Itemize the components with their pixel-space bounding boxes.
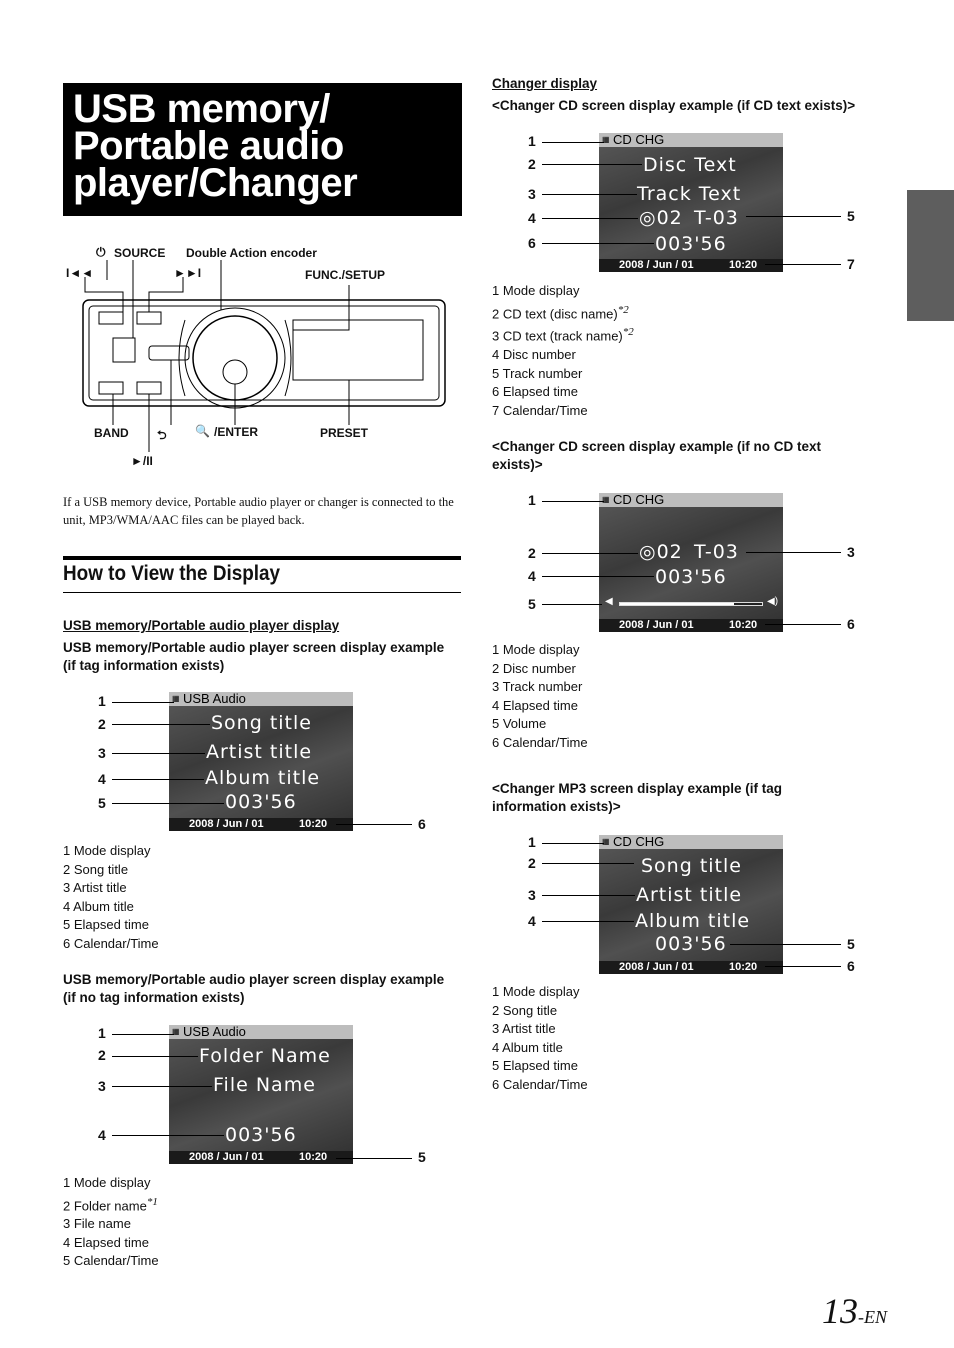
date: 2008 / Jun / 01: [189, 818, 264, 830]
leader-line: [112, 702, 174, 703]
leader-line: [765, 624, 841, 625]
list-item: 6 Calendar/Time: [492, 1076, 588, 1092]
callout: 6: [847, 958, 855, 974]
calendar-time: [599, 961, 783, 974]
leader-line: [112, 1034, 174, 1035]
callout: 4: [528, 568, 536, 584]
list-item: 2 Disc number: [492, 660, 576, 676]
next-icon: ►►I: [174, 266, 202, 280]
footnote-mark: *2: [622, 326, 634, 339]
device-diagram: [63, 240, 463, 475]
leader-line: [542, 218, 638, 219]
list-item-text: 2 Folder name: [63, 1197, 147, 1213]
func-setup-label: FUNC./SETUP: [305, 268, 386, 282]
search-icon: 🔍: [195, 424, 210, 438]
elapsed-time: 003'56: [655, 233, 727, 255]
track-text: Track Text: [637, 183, 742, 205]
section-rule: [63, 556, 461, 560]
page-suffix: -EN: [858, 1307, 887, 1327]
disc-number-value: 02: [656, 541, 683, 563]
list-item: [492, 323, 634, 346]
page-number: [822, 1290, 887, 1332]
leader-line: [542, 501, 604, 502]
leader-line: [336, 824, 412, 825]
callout: 1: [528, 834, 536, 850]
list-item: 2 Song title: [63, 861, 129, 877]
callout: 1: [528, 492, 536, 508]
list-item: 4 Elapsed time: [63, 1234, 149, 1250]
callout: 2: [528, 545, 536, 561]
callout: 4: [528, 210, 536, 226]
leader-line: [746, 216, 841, 217]
artist-title: Artist title: [636, 884, 743, 906]
list-item: 4 Album title: [492, 1039, 563, 1055]
mode-display: ▦ CD CHG: [599, 835, 783, 849]
file-name: File Name: [213, 1074, 316, 1096]
mode-display: ▦ USB Audio: [169, 692, 353, 706]
usb-heading: USB memory/Portable audio player display: [63, 618, 340, 633]
calendar-time: [599, 619, 783, 632]
list-item: [63, 1193, 159, 1216]
callout: 4: [98, 771, 106, 787]
list-item-text: 2 CD text (disc name): [492, 305, 618, 321]
leader-line: [112, 803, 224, 804]
callout: 4: [528, 913, 536, 929]
list-item: 1 Mode display: [492, 283, 580, 298]
changer-ex2-list: [492, 641, 588, 752]
list-item: 1 Mode display: [63, 1175, 151, 1190]
list-item: 6 Calendar/Time: [492, 734, 588, 750]
callout: 1: [98, 1025, 106, 1041]
leader-line: [112, 1056, 198, 1057]
leader-line: [112, 1086, 212, 1087]
leader-line: [542, 604, 602, 605]
list-item: 6 Calendar/Time: [63, 935, 159, 951]
folder-name: Folder Name: [199, 1045, 331, 1067]
usb-ex1-heading: USB memory/Portable audio player screen display example (if tag information exists): [63, 640, 445, 673]
list-item: 4 Elapsed time: [492, 697, 578, 713]
list-item: 6 Elapsed time: [492, 384, 578, 400]
calendar-time: [169, 818, 353, 831]
leader-line: [112, 1135, 224, 1136]
title-box: [63, 83, 462, 216]
footnote-mark: *1: [146, 1195, 158, 1208]
leader-line: [542, 142, 604, 143]
usb-ex2-heading: USB memory/Portable audio player screen display example (if no tag information exists): [63, 972, 445, 1005]
usb-ex2-list: [63, 1174, 159, 1271]
date: 2008 / Jun / 01: [189, 1151, 264, 1163]
album-title: Album title: [635, 910, 751, 932]
changer-screen-3: [599, 835, 783, 974]
leader-line: [336, 1158, 412, 1159]
changer-screen-2: [599, 493, 783, 632]
track-number: T-03: [694, 541, 739, 563]
list-item: 3 Artist title: [492, 1021, 556, 1036]
callout: 5: [847, 208, 855, 224]
leader-line: [542, 576, 654, 577]
callout: 3: [98, 1078, 106, 1094]
disc-number: ◎02: [639, 541, 683, 563]
changer-ex3-heading: <Changer MP3 screen display example (if tag information exists)>: [492, 781, 782, 814]
list-item: 1 Mode display: [63, 843, 151, 858]
calendar-time: [169, 1151, 353, 1164]
power-icon: ⏻: [96, 245, 106, 259]
leader-line: [765, 966, 841, 967]
page-number-value: 13: [822, 1291, 858, 1331]
mode-display: ▦ CD CHG: [599, 493, 783, 507]
changer-ex3-list: [492, 983, 588, 1094]
volume-bar: [605, 596, 779, 608]
intro-text: If a USB memory device, Portable audio player or changer is connected to the unit, MP3/WMA/AAC files can be played back.: [63, 495, 454, 527]
callout: 3: [847, 544, 855, 560]
date: 2008 / Jun / 01: [619, 961, 694, 973]
changer-ex1-heading: <Changer CD screen display example (if CD text exists)>: [492, 98, 856, 113]
time: 10:20: [299, 1151, 328, 1163]
leader-line: [542, 164, 642, 165]
callout: 5: [528, 596, 536, 612]
song-title: Song title: [211, 712, 312, 734]
song-title: Song title: [641, 855, 742, 877]
time: 10:20: [729, 961, 758, 973]
list-item: 4 Disc number: [492, 347, 576, 363]
elapsed-time: 003'56: [225, 1124, 297, 1146]
list-item: 5 Calendar/Time: [63, 1253, 159, 1269]
list-item: 5 Volume: [492, 716, 547, 731]
volume-track: [619, 602, 763, 606]
leader-line: [542, 194, 637, 195]
footnote-mark: *2: [617, 303, 629, 316]
callout: 6: [847, 616, 855, 632]
callout: 1: [528, 133, 536, 149]
callout: 3: [528, 186, 536, 202]
speaker-high-icon: ◀): [767, 596, 779, 607]
leader-line: [542, 863, 634, 864]
list-item: 5 Elapsed time: [63, 917, 149, 932]
track-number: T-03: [694, 207, 739, 229]
return-icon: ⮌: [157, 428, 167, 442]
leader-line: [542, 895, 635, 896]
date: 2008 / Jun / 01: [619, 619, 694, 631]
leader-line: [542, 843, 604, 844]
time: 10:20: [729, 619, 758, 631]
changer-heading: Changer display: [492, 76, 598, 91]
list-item: 3 Artist title: [63, 880, 127, 895]
callout: 3: [528, 887, 536, 903]
disc-number-value: 02: [656, 207, 683, 229]
list-item: 1 Mode display: [492, 642, 580, 657]
elapsed-time: 003'56: [655, 933, 727, 955]
list-item: 7 Calendar/Time: [492, 402, 588, 418]
leader-line: [746, 552, 841, 553]
mode-display: ▦ CD CHG: [599, 133, 783, 147]
usb-screen-2: [169, 1025, 353, 1164]
prev-icon: I◄◄: [66, 266, 94, 280]
leader-line: [542, 243, 654, 244]
elapsed-time: 003'56: [655, 566, 727, 588]
section-rule: [63, 592, 461, 593]
elapsed-time: 003'56: [225, 791, 297, 813]
artist-title: Artist title: [206, 741, 313, 763]
callout: 7: [847, 256, 855, 272]
usb-ex1-list: [63, 842, 159, 953]
mode-display: ▦ USB Audio: [169, 1025, 353, 1039]
date: 2008 / Jun / 01: [619, 259, 694, 271]
callout: 3: [98, 745, 106, 761]
usb-screen-1: [169, 692, 353, 831]
list-item: 2 Song title: [492, 1002, 558, 1018]
list-item: 1 Mode display: [492, 984, 580, 999]
callout: 2: [528, 855, 536, 871]
leader-line: [112, 779, 204, 780]
changer-ex2-heading: <Changer CD screen display example (if no CD text exists)>: [492, 439, 821, 472]
page-title: USB memory/ Portable audio player/Changer: [73, 87, 358, 205]
encoder-label: Double Action encoder: [186, 246, 317, 260]
calendar-time: [599, 259, 783, 272]
changer-screen-1: [599, 133, 783, 272]
leader-line: [765, 264, 841, 265]
speaker-low-icon: ◀: [605, 596, 613, 607]
callout: 2: [98, 1047, 106, 1063]
band-label: BAND: [94, 426, 129, 440]
disc-text: Disc Text: [643, 154, 737, 176]
callout: 5: [418, 1149, 426, 1165]
play-pause-label: ►/II: [131, 454, 153, 468]
preset-label: PRESET: [320, 426, 369, 440]
list-item: 5 Track number: [492, 365, 583, 381]
leader-line: [112, 753, 205, 754]
section-tab: [907, 190, 954, 321]
time: 10:20: [299, 818, 328, 830]
callout: 5: [98, 795, 106, 811]
enter-label: /ENTER: [214, 425, 259, 439]
source-label: SOURCE: [114, 246, 166, 260]
list-item: 5 Elapsed time: [492, 1058, 578, 1073]
album-title: Album title: [205, 767, 321, 789]
list-item: [492, 301, 634, 324]
disc-number: ◎02: [639, 207, 683, 229]
leader-line: [112, 724, 210, 725]
leader-line: [542, 921, 634, 922]
leader-line: [730, 944, 841, 945]
callout: 4: [98, 1127, 106, 1143]
callout: 2: [98, 716, 106, 732]
volume-fill: [620, 603, 734, 605]
list-item: 3 File name: [63, 1216, 131, 1232]
time: 10:20: [729, 259, 758, 271]
section-title: How to View the Display: [63, 562, 281, 585]
list-item: 3 Track number: [492, 679, 583, 694]
callout: 1: [98, 693, 106, 709]
callout: 2: [528, 156, 536, 172]
list-item-text: 3 CD text (track name): [492, 328, 623, 344]
leader-line: [542, 553, 638, 554]
callout: 6: [418, 816, 426, 832]
changer-ex1-list: [492, 282, 634, 420]
callout: 5: [847, 936, 855, 952]
list-item: 4 Album title: [63, 898, 134, 914]
callout: 6: [528, 235, 536, 251]
